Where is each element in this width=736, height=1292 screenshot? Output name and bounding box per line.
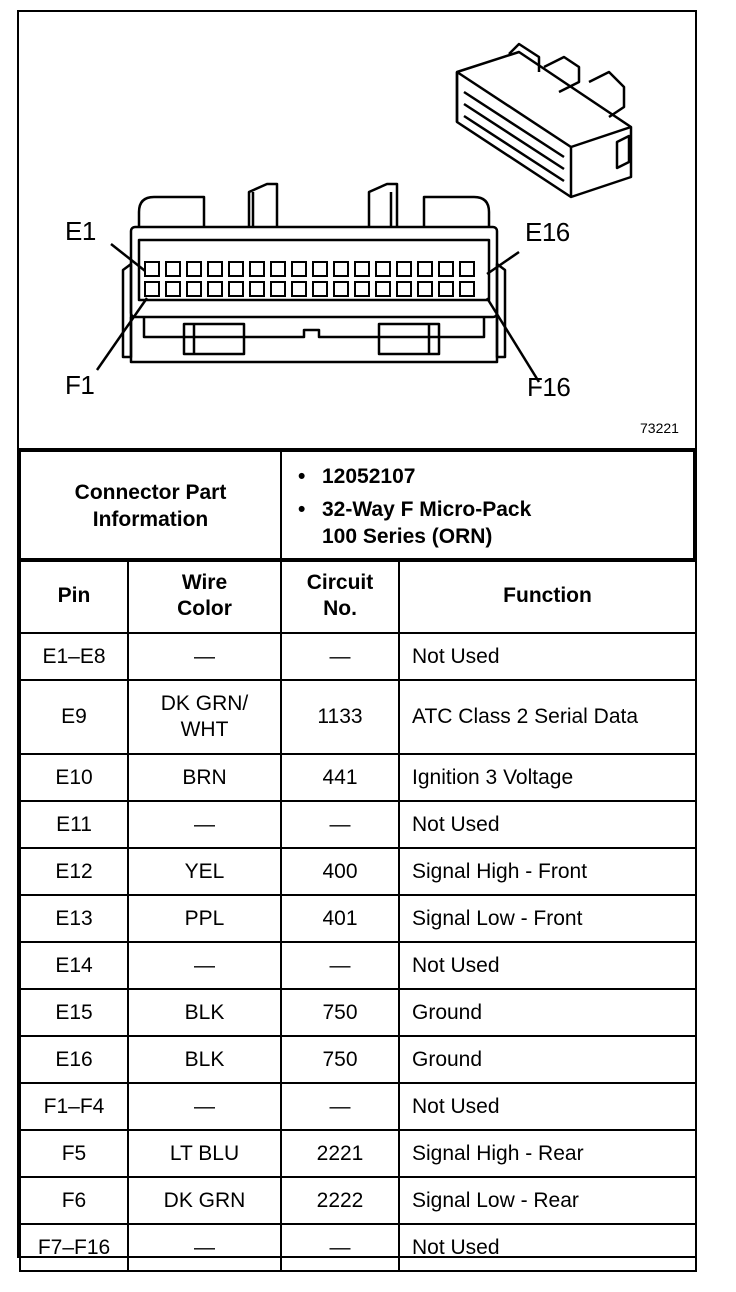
table-row — [20, 1224, 696, 1271]
table-row — [20, 848, 696, 895]
circuit-cell: 401 — [281, 895, 399, 942]
figure-number: 73221 — [640, 420, 679, 436]
wire-color-cell: BLK — [128, 989, 281, 1036]
pin-cell: F5 — [20, 1130, 128, 1177]
connector-info-table — [19, 450, 695, 562]
pin-cell: E9 — [20, 680, 128, 754]
wire-color-line-1: DK GRN/ — [160, 692, 249, 715]
connector-figure — [19, 12, 695, 450]
table-row — [20, 942, 696, 989]
table-row — [20, 680, 696, 754]
circuit-cell: 441 — [281, 754, 399, 801]
header-wire-line-2: Color — [177, 597, 232, 620]
wire-color-cell: LT BLU — [128, 1130, 281, 1177]
circuit-cell: — — [281, 801, 399, 848]
pin-cell: E11 — [20, 801, 128, 848]
function-cell: Ground — [399, 1036, 696, 1083]
pin-cell: E10 — [20, 754, 128, 801]
connector-info-title — [20, 451, 281, 561]
wire-color-cell — [128, 680, 281, 754]
connector-part-list — [281, 451, 694, 561]
wire-color-cell: — — [128, 633, 281, 680]
circuit-cell: — — [281, 1224, 399, 1271]
pin-cell: E14 — [20, 942, 128, 989]
circuit-cell: — — [281, 633, 399, 680]
pin-cell: F1–F4 — [20, 1083, 128, 1130]
pin-cell: E12 — [20, 848, 128, 895]
table-row — [20, 989, 696, 1036]
function-cell: Not Used — [399, 801, 696, 848]
pin-label-e16: E16 — [525, 217, 570, 247]
pin-cell: E1–E8 — [20, 633, 128, 680]
table-row — [20, 801, 696, 848]
table-row — [20, 754, 696, 801]
header-circuit — [281, 559, 399, 633]
title-line-1: Connector Part — [74, 481, 227, 504]
header-wire-color — [128, 559, 281, 633]
circuit-cell: 400 — [281, 848, 399, 895]
pin-cell: E16 — [20, 1036, 128, 1083]
header-row — [20, 559, 696, 633]
table-row — [20, 633, 696, 680]
circuit-cell: 750 — [281, 989, 399, 1036]
wire-color-cell: — — [128, 942, 281, 989]
function-cell: Signal High - Rear — [399, 1130, 696, 1177]
wire-color-cell: YEL — [128, 848, 281, 895]
pin-cavities — [145, 262, 474, 296]
table-row — [20, 895, 696, 942]
function-cell: Signal High - Front — [399, 848, 696, 895]
function-cell: Signal Low - Front — [399, 895, 696, 942]
header-circuit-line-2: No. — [323, 597, 357, 620]
connector-drawing — [19, 12, 695, 448]
pin-cell: F6 — [20, 1177, 128, 1224]
table-row — [20, 1177, 696, 1224]
circuit-cell: 2221 — [281, 1130, 399, 1177]
circuit-cell: 1133 — [281, 680, 399, 754]
connector-isometric-view — [457, 44, 631, 197]
pin-cell: E15 — [20, 989, 128, 1036]
header-circuit-line-1: Circuit — [306, 571, 374, 594]
part-description-line-1: • 32-Way F Micro-Pack — [322, 496, 692, 523]
wire-color-cell: — — [128, 801, 281, 848]
function-cell: Not Used — [399, 1224, 696, 1271]
pin-label-f1: F1 — [65, 370, 95, 400]
header-pin: Pin — [20, 559, 128, 633]
table-row — [20, 1036, 696, 1083]
function-cell: Signal Low - Rear — [399, 1177, 696, 1224]
part-number: • 12052107 — [322, 463, 692, 490]
title-line-2: Information — [92, 508, 209, 531]
pin-cell: E13 — [20, 895, 128, 942]
function-cell: Not Used — [399, 942, 696, 989]
circuit-cell: — — [281, 1083, 399, 1130]
pin-label-e1: E1 — [65, 216, 96, 246]
function-cell: Not Used — [399, 1083, 696, 1130]
pin-cell: F7–F16 — [20, 1224, 128, 1271]
wire-color-line-2: WHT — [180, 718, 229, 741]
circuit-cell: 750 — [281, 1036, 399, 1083]
pin-label-f16: F16 — [527, 372, 571, 402]
pinout-table — [19, 558, 697, 1272]
header-wire-line-1: Wire — [181, 571, 228, 594]
function-cell: ATC Class 2 Serial Data — [399, 680, 696, 754]
table-row — [20, 1083, 696, 1130]
header-function: Function — [399, 559, 696, 633]
wire-color-cell: — — [128, 1083, 281, 1130]
function-cell: Ground — [399, 989, 696, 1036]
part-description-line-2: 100 Series (ORN) — [322, 524, 493, 548]
connector-sheet — [17, 10, 697, 1258]
function-cell: Ignition 3 Voltage — [399, 754, 696, 801]
circuit-cell: 2222 — [281, 1177, 399, 1224]
wire-color-cell: BRN — [128, 754, 281, 801]
wire-color-cell: PPL — [128, 895, 281, 942]
function-cell: Not Used — [399, 633, 696, 680]
circuit-cell: — — [281, 942, 399, 989]
wire-color-cell: DK GRN — [128, 1177, 281, 1224]
wire-color-cell: BLK — [128, 1036, 281, 1083]
table-row — [20, 1130, 696, 1177]
wire-color-cell: — — [128, 1224, 281, 1271]
